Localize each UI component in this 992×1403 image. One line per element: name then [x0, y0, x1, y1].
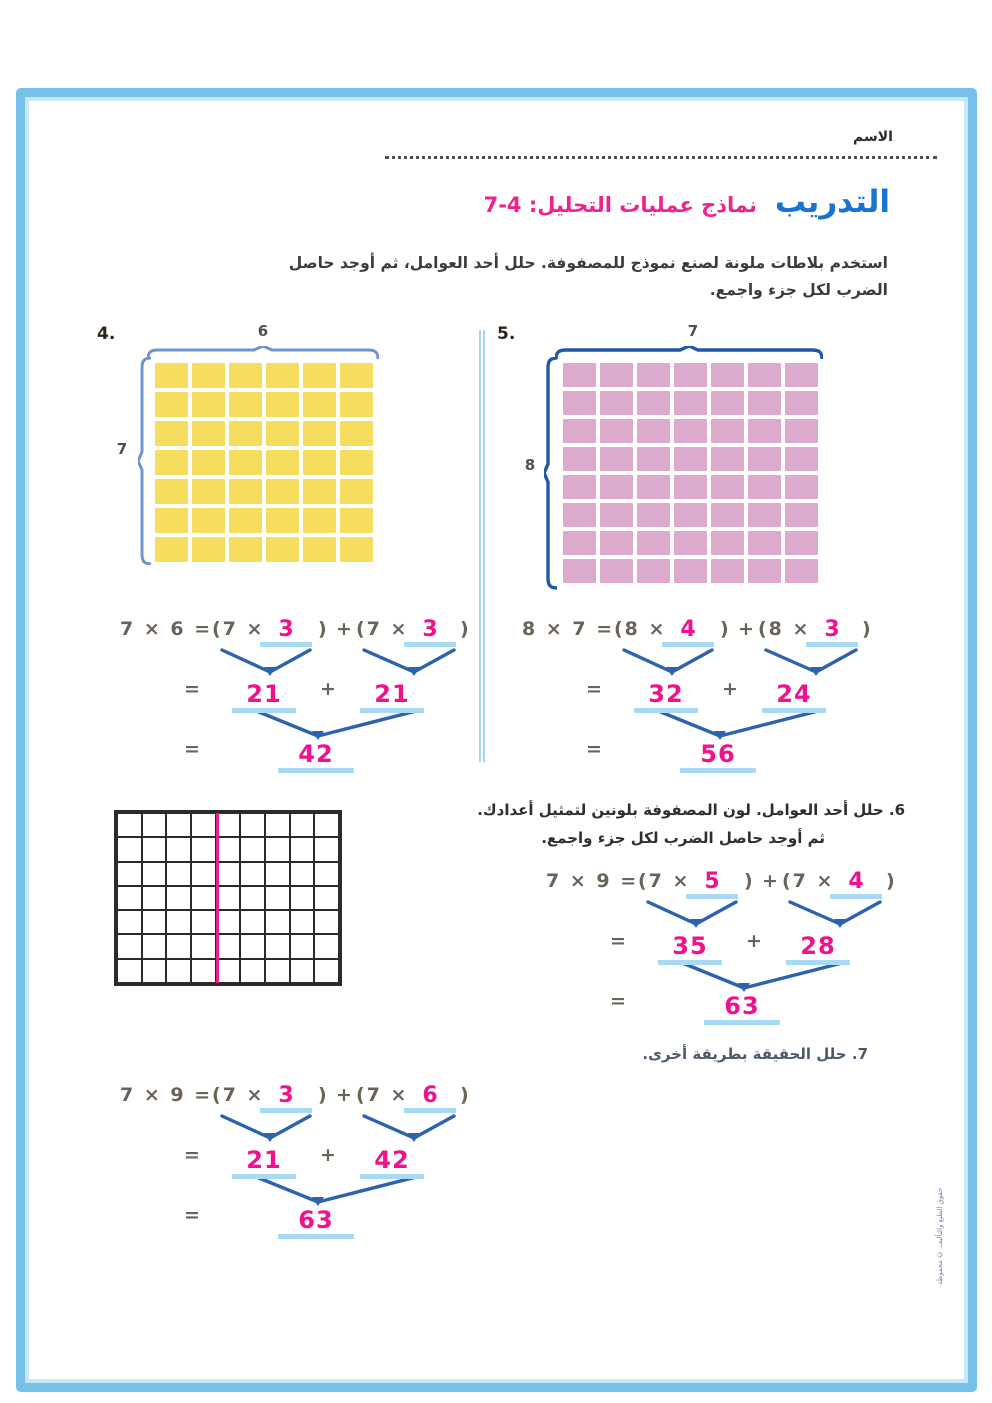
- eq-open2: (7 ×: [356, 618, 409, 640]
- eq-close1: ): [744, 870, 755, 892]
- eq-equals3: =: [184, 1204, 202, 1226]
- eq-open2: (7 ×: [356, 1084, 409, 1106]
- eq-open2: (7 ×: [782, 870, 835, 892]
- eq-equals3: =: [586, 738, 604, 760]
- dim-label-side-p5: 8: [524, 456, 536, 474]
- partial-product-2[interactable]: 21: [360, 672, 424, 713]
- answer-blank-1[interactable]: 3: [260, 1074, 312, 1113]
- problem7-number: 7.: [851, 1045, 868, 1063]
- instructions: [188, 250, 888, 304]
- array-grid-p4: [155, 363, 373, 562]
- eq-equals3: =: [610, 990, 628, 1012]
- eq-plus2: +: [746, 930, 764, 952]
- equation-4: [120, 614, 480, 784]
- left-brace-p5: [544, 357, 558, 590]
- eq-lhs: 7 × 9 =: [120, 1084, 213, 1106]
- answer-blank-1[interactable]: 5: [686, 860, 738, 899]
- eq-close2: ): [460, 618, 471, 640]
- name-input-line[interactable]: [385, 150, 937, 159]
- eq-plus: +: [762, 870, 780, 892]
- final-product[interactable]: 63: [278, 1198, 354, 1239]
- equation-7: [120, 1080, 480, 1250]
- array-grid-p5: [563, 363, 818, 583]
- eq-close1: ): [720, 618, 731, 640]
- eq-lhs: 8 × 7 =: [522, 618, 615, 640]
- partial-product-1[interactable]: 21: [232, 1138, 296, 1179]
- equation-6: [546, 866, 906, 1036]
- answer-blank-2[interactable]: 3: [404, 608, 456, 647]
- eq-close2: ): [460, 1084, 471, 1106]
- answer-blank-2[interactable]: 4: [830, 860, 882, 899]
- array-grid-p6[interactable]: [114, 810, 342, 986]
- partial-product-2[interactable]: 42: [360, 1138, 424, 1179]
- eq-plus: +: [336, 618, 354, 640]
- equation-5: [522, 614, 882, 784]
- final-product[interactable]: 56: [680, 732, 756, 773]
- eq-lhs: 7 × 9 =: [546, 870, 639, 892]
- left-brace-p4: [138, 357, 152, 565]
- partial-product-1[interactable]: 21: [232, 672, 296, 713]
- eq-equals2: =: [184, 1144, 202, 1166]
- eq-close2: ): [886, 870, 897, 892]
- final-product[interactable]: 42: [278, 732, 354, 773]
- eq-open2: (8 ×: [758, 618, 811, 640]
- top-brace-p4: [147, 346, 379, 360]
- eq-equals2: =: [610, 930, 628, 952]
- practice-title: التدريب: [774, 184, 890, 220]
- problem6-number: 6.: [888, 801, 905, 819]
- partial-product-1[interactable]: 32: [634, 672, 698, 713]
- eq-plus: +: [738, 618, 756, 640]
- eq-plus2: +: [320, 678, 338, 700]
- partial-product-2[interactable]: 24: [762, 672, 826, 713]
- instructions-line2: الضرب لكل جزء واجمع.: [709, 281, 888, 299]
- partial-product-2[interactable]: 28: [786, 924, 850, 965]
- answer-blank-1[interactable]: 3: [260, 608, 312, 647]
- problem5-number: 5.: [497, 324, 516, 344]
- eq-close2: ): [862, 618, 873, 640]
- eq-open1: (7 ×: [638, 870, 691, 892]
- eq-open1: (8 ×: [614, 618, 667, 640]
- name-label: الاسم: [853, 129, 893, 145]
- answer-blank-1[interactable]: 4: [662, 608, 714, 647]
- dim-label-top-p4: 6: [257, 322, 269, 340]
- title-row: [484, 184, 890, 220]
- lesson-title: نماذج عمليات التحليل: 4-7: [483, 193, 757, 217]
- eq-plus2: +: [722, 678, 740, 700]
- eq-lhs: 7 × 6 =: [120, 618, 213, 640]
- side-copyright-text: حقوق الطبع والتأليف © محفوظة: [936, 1187, 944, 1285]
- problem7-text: [448, 1040, 868, 1068]
- split-line: [216, 813, 220, 983]
- dim-label-top-p5: 7: [687, 322, 699, 340]
- eq-close1: ): [318, 1084, 329, 1106]
- dim-label-side-p4: 7: [116, 440, 128, 458]
- eq-equals2: =: [586, 678, 604, 700]
- top-brace-p5: [555, 346, 823, 360]
- problem6-line1: حلل أحد العوامل. لون المصفوفة بلونين لتمثيل أعدادك.: [477, 801, 884, 819]
- eq-plus: +: [336, 1084, 354, 1106]
- problem6-text: [375, 796, 905, 852]
- eq-equals2: =: [184, 678, 202, 700]
- problem6-line2: ثم أوجد حاصل الضرب لكل جزء واجمع.: [541, 829, 825, 847]
- answer-blank-2[interactable]: 3: [806, 608, 858, 647]
- eq-open1: (7 ×: [212, 618, 265, 640]
- answer-blank-2[interactable]: 6: [404, 1074, 456, 1113]
- eq-close1: ): [318, 618, 329, 640]
- problem7-line: حلل الحقيقة بطريقة أخرى.: [642, 1045, 847, 1063]
- eq-plus2: +: [320, 1144, 338, 1166]
- eq-open1: (7 ×: [212, 1084, 265, 1106]
- problem4-number: 4.: [97, 324, 116, 344]
- partial-product-1[interactable]: 35: [658, 924, 722, 965]
- final-product[interactable]: 63: [704, 984, 780, 1025]
- instructions-line1: استخدم بلاطات ملونة لصنع نموذج للمصفوفة. حلل أحد العوامل، ثم أوجد حاصل: [288, 254, 888, 272]
- eq-equals3: =: [184, 738, 202, 760]
